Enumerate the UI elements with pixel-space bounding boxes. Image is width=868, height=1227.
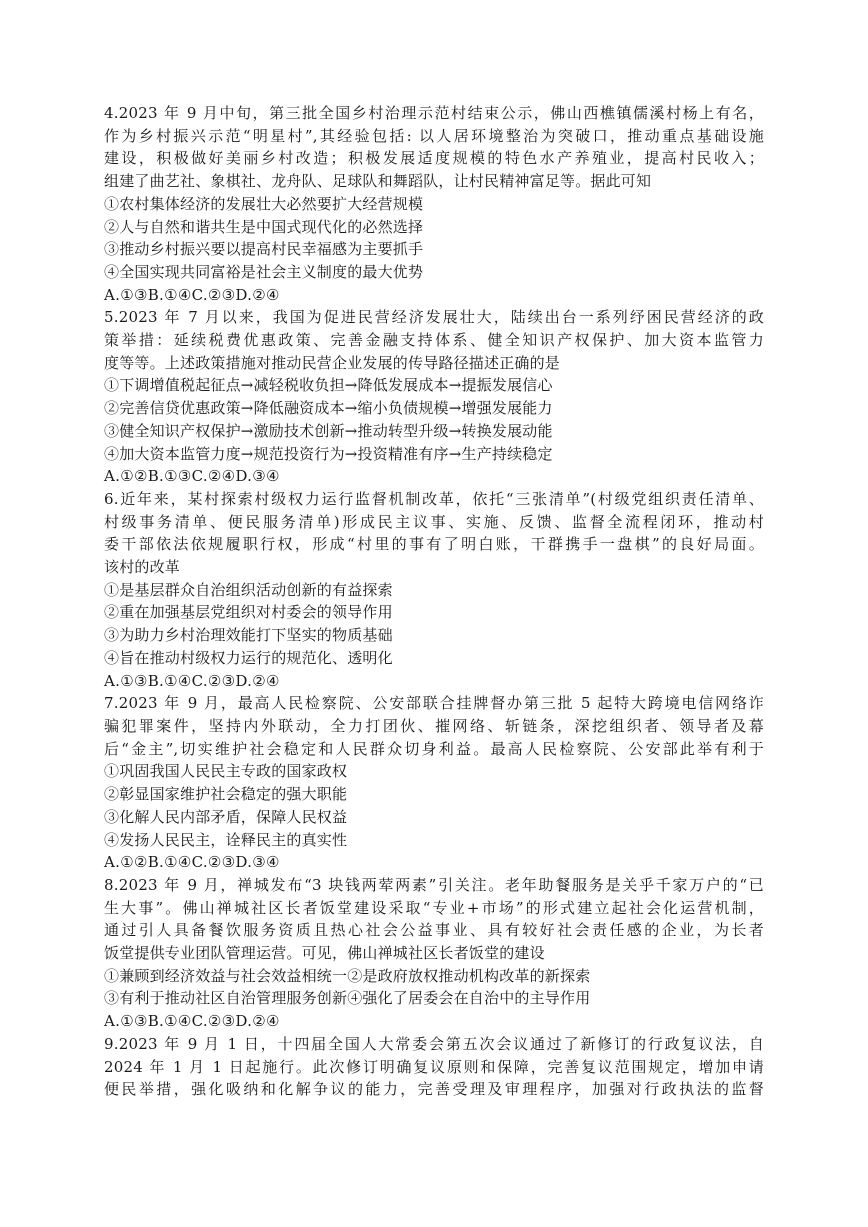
statement-option: ①巩固我国人民民主专政的国家政权 [104, 762, 348, 781]
question-stem-line: 后“金主”,切实维护社会稳定和人民群众切身利益。最高人民检察院、公安部此举有利于 [104, 739, 764, 758]
answer-choices: A.①③B.①④C.②③D.②④ [104, 285, 280, 304]
statement-option: ④旨在推动村级权力运行的规范化、透明化 [104, 648, 393, 667]
statement-option: ③有利于推动社区自治管理服务创新④强化了居委会在自治中的主导作用 [104, 989, 591, 1008]
statement-option: ②彰显国家维护社会稳定的强大职能 [104, 785, 348, 804]
statement-option: ④发扬人民民主，诠释民主的真实性 [104, 830, 348, 849]
question-stem-line: 骗犯罪案件，坚持内外联动，全力打团伙、摧网络、斩链条，深挖组织者、领导者及幕 [104, 716, 764, 735]
question-stem-line: 便民举措，强化吸纳和化解争议的能力，完善受理及审理程序，加强对行政执法的监督 [104, 1080, 764, 1099]
question-stem-line: 4.2023 年 9 月中旬，第三批全国乡村治理示范村结束公示，佛山西樵镇儒溪村杨上有名， [104, 104, 764, 122]
statement-option: ②重在加强基层党组织对村委会的领导作用 [104, 603, 393, 622]
statement-option: ①农村集体经济的发展壮大必然要扩大经营规模 [104, 194, 424, 213]
question-stem-line: 组建了曲艺社、象棋社、龙舟队、足球队和舞蹈队，让村民精神富足等。据此可知 [104, 172, 652, 191]
statement-option: ③化解人民内部矛盾，保障人民权益 [104, 807, 348, 826]
question-stem-line: 7.2023 年 9 月，最高人民检察院、公安部联合挂牌督办第三批 5 起特大跨境电信网络诈 [104, 694, 764, 713]
question-stem-line: 饭堂提供专业团队管理运营。可见，佛山禅城社区长者饭堂的建设 [104, 944, 545, 963]
answer-choices: A.①③B.①④C.②③D.②④ [104, 1012, 280, 1031]
statement-option: ①兼顾到经济效益与社会效益相统一②是政府放权推动机构改革的新探索 [104, 966, 591, 985]
question-stem-line: 委干部依法依规履职行权，形成“村里的事有了明白账，干群携手一盘棋”的良好局面。 [104, 535, 764, 554]
statement-option: ③为助力乡村治理效能打下坚实的物质基础 [104, 626, 393, 645]
statement-option: ①下调增值税起征点→减轻税收负担→降低发展成本→提振发展信心 [104, 376, 553, 395]
statement-option: ④加大资本监管力度→规范投资行为→投资精准有序→生产持续稳定 [104, 444, 553, 463]
question-4 [104, 102, 764, 306]
answer-choices: A.①②B.①③C.②④D.③④ [104, 467, 280, 486]
question-stem-line: 8.2023 年 9 月，禅城发布“3 块钱两荤两素”引关注。老年助餐服务是关乎千家万户的“已 [104, 875, 764, 894]
question-stem-line: 度等等。上述政策措施对推动民营企业发展的传导路径描述正确的是 [104, 353, 561, 372]
question-stem-line: 作为乡村振兴示范“明星村”,其经验包括: 以人居环境整治为突破口，推动重点基础设施 [104, 126, 764, 145]
question-7 [104, 692, 764, 874]
question-6 [104, 488, 764, 692]
question-stem-line: 通过引人具备餐饮服务资质且热心社会公益事业、具有较好社会责任感的企业，为长者 [104, 921, 764, 940]
question-stem-line: 生大事”。佛山禅城社区长者饭堂建设采取“专业+市场”的形式建立起社会化运营机制， [104, 898, 764, 917]
question-5 [104, 306, 764, 488]
question-stem-line: 该村的改革 [104, 558, 181, 577]
answer-choices: A.①③B.①④C.②③D.②④ [104, 671, 280, 690]
question-stem-line: 6.近年来，某村探索村级权力运行监督机制改革，依托“三张清单”(村级党组织责任清单、 [104, 489, 764, 508]
question-stem-line: 建设，积极做好美丽乡村改造；积极发展适度规模的特色水产养殖业，提高村民收入； [104, 149, 764, 168]
question-stem-line: 2024 年 1 月 1 日起施行。此次修订明确复议原则和保障，完善复议范围规定，增加申请 [104, 1057, 764, 1076]
statement-option: ④全国实现共同富裕是社会主义制度的最大优势 [104, 262, 424, 281]
question-9 [104, 1033, 764, 1101]
statement-option: ②人与自然和谐共生是中国式现代化的必然选择 [104, 217, 424, 236]
question-stem-line: 策举措：延续税费优惠政策、完善金融支持体系、健全知识产权保护、加大资本监管力 [104, 331, 764, 350]
statement-option: ③健全知识产权保护→激励技术创新→推动转型升级→转换发展动能 [104, 421, 553, 440]
exam-page [104, 102, 764, 1101]
question-stem-line: 村级事务清单、便民服务清单)形成民主议事、实施、反馈、监督全流程闭环，推动村 [104, 512, 764, 531]
question-stem-line: 5.2023 年 7 月以来，我国为促进民营经济发展壮大，陆续出台一系列纾困民营经济的政 [104, 308, 764, 327]
statement-option: ①是基层群众自治组织活动创新的有益探索 [104, 580, 393, 599]
question-stem-line: 9.2023 年 9 月 1 日，十四届全国人大常委会第五次会议通过了新修订的行政复议法，自 [104, 1034, 764, 1053]
question-8 [104, 874, 764, 1033]
statement-option: ③推动乡村振兴要以提高村民幸福感为主要抓手 [104, 240, 424, 259]
answer-choices: A.①②B.①④C.②③D.③④ [104, 853, 280, 872]
statement-option: ②完善信贷优惠政策→降低融资成本→缩小负债规模→增强发展能力 [104, 399, 553, 418]
